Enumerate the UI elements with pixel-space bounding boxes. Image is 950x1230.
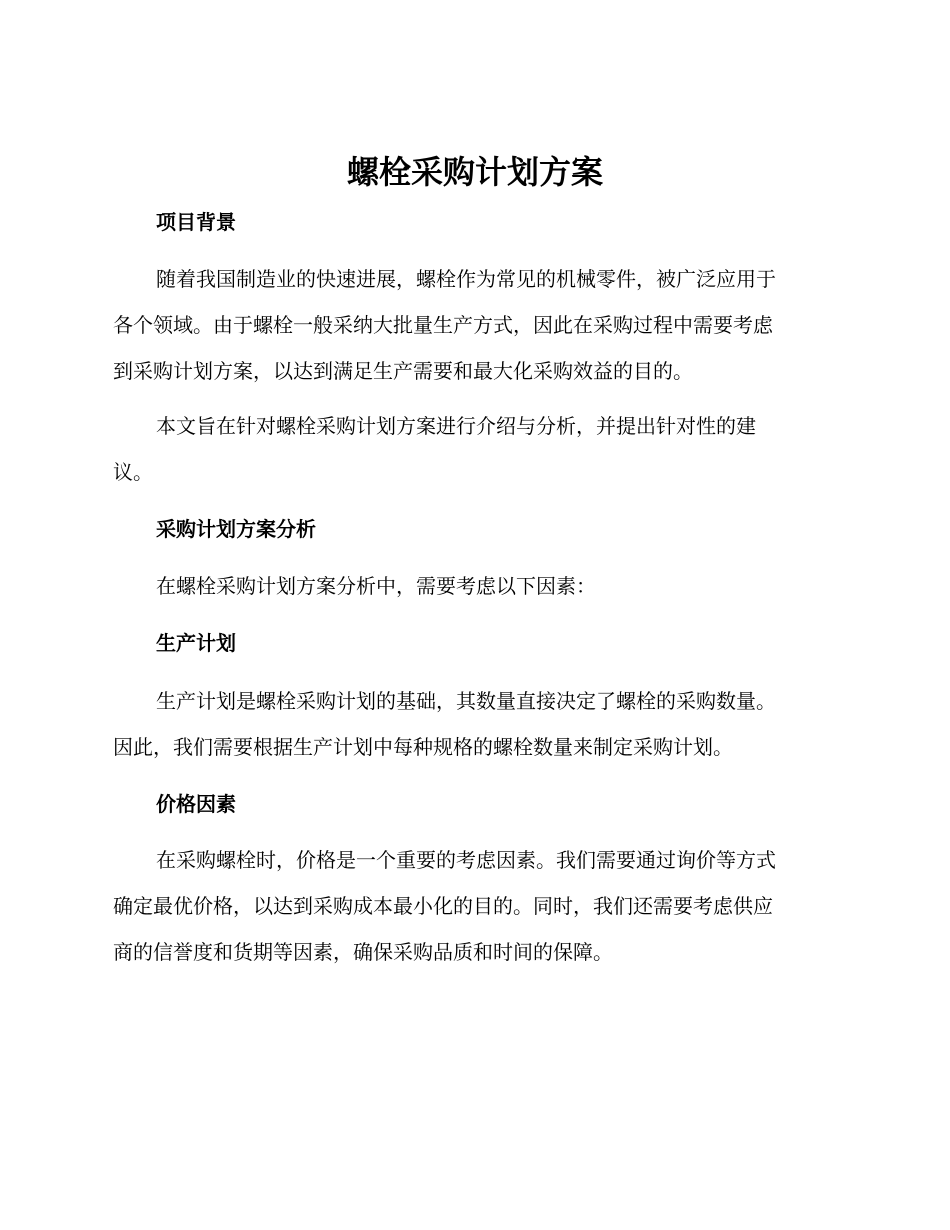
document-title: 螺栓采购计划方案 (346, 153, 603, 191)
paragraph-line: 商的信誉度和货期等因素，确保采购品质和时间的保障。 (113, 940, 613, 964)
paragraph-production-1 (113, 678, 829, 770)
paragraph-line: 在采购螺栓时，价格是一个重要的考虑因素。我们需要通过询价等方式 (156, 848, 776, 872)
paragraph-line: 随着我国制造业的快速进展，螺栓作为常见的机械零件，被广泛应用于 (156, 267, 776, 291)
paragraph-line: 在螺栓采购计划方案分析中，需要考虑以下因素： (156, 574, 596, 598)
section-heading-production: 生产计划 (156, 631, 236, 655)
section-heading-background: 项目背景 (156, 210, 236, 234)
paragraph-background-1 (113, 256, 829, 394)
paragraph-price-1 (113, 837, 829, 975)
paragraph-line: 生产计划是螺栓采购计划的基础，其数量直接决定了螺栓的采购数量。 (156, 689, 776, 713)
section-heading-analysis: 采购计划方案分析 (156, 517, 316, 541)
paragraph-line: 因此，我们需要根据生产计划中每种规格的螺栓数量来制定采购计划。 (113, 735, 733, 759)
paragraph-background-2 (113, 403, 829, 495)
paragraph-line: 到采购计划方案，以达到满足生产需要和最大化采购效益的目的。 (113, 359, 693, 383)
paragraph-line: 确定最优价格，以达到采购成本最小化的目的。同时，我们还需要考虑供应 (113, 894, 773, 918)
section-heading-price: 价格因素 (156, 792, 236, 816)
paragraph-line: 议。 (113, 460, 153, 484)
paragraph-line: 本文旨在针对螺栓采购计划方案进行介绍与分析，并提出针对性的建 (156, 414, 756, 438)
paragraph-analysis-1 (113, 563, 829, 609)
paragraph-line: 各个领域。由于螺栓一般采纳大批量生产方式，因此在采购过程中需要考虑 (113, 313, 773, 337)
